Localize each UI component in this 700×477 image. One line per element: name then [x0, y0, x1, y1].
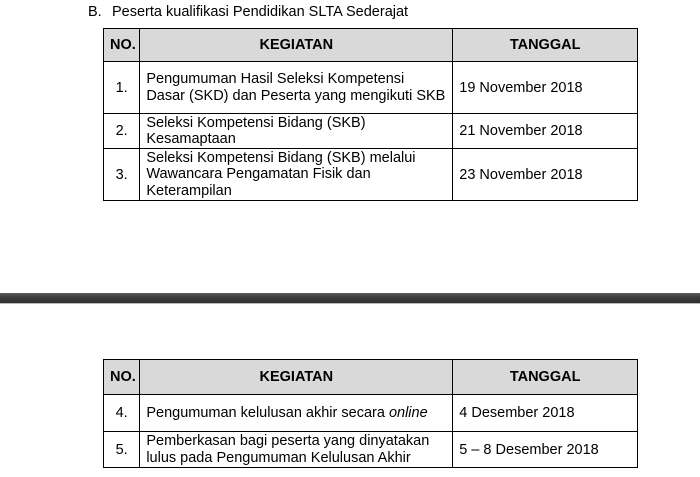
table-row [104, 62, 638, 114]
row-number: 1. [104, 62, 140, 114]
schedule-table-1 [103, 28, 638, 201]
row-tanggal: 23 November 2018 [453, 149, 638, 201]
row-tanggal: 21 November 2018 [453, 114, 638, 149]
table-row [104, 114, 638, 149]
table-row [104, 395, 638, 432]
page-break-band [0, 293, 700, 303]
header-no: NO. [104, 360, 140, 395]
row-kegiatan-italic: online [388, 404, 428, 421]
row-number: 4. [104, 395, 140, 432]
row-kegiatan [140, 395, 453, 432]
row-kegiatan: Pengumuman Hasil Seleksi Kompetensi Dasar (SKD) dan Peserta yang mengikuti SKB [140, 62, 453, 114]
page-break-line [0, 303, 700, 304]
header-kegiatan: KEGIATAN [140, 360, 453, 395]
row-number: 2. [104, 114, 140, 149]
row-kegiatan: Pemberkasan bagi peserta yang dinyatakan lulus pada Pengumuman Kelulusan Akhir [140, 432, 453, 468]
schedule-table-2 [103, 359, 638, 468]
table-row [104, 432, 638, 468]
row-tanggal: 19 November 2018 [453, 62, 638, 114]
row-kegiatan: Seleksi Kompetensi Bidang (SKB) melalui Wawancara Pengamatan Fisik dan Keterampilan [140, 149, 453, 201]
row-tanggal: 4 Desember 2018 [453, 395, 638, 432]
row-kegiatan-text: Pengumuman kelulusan akhir secara [146, 404, 389, 421]
row-kegiatan: Seleksi Kompetensi Bidang (SKB) Kesamaptaan [140, 114, 453, 149]
section-title: Peserta kualifikasi Pendidikan SLTA Sederajat [112, 4, 409, 20]
header-tanggal: TANGGAL [453, 360, 638, 395]
table-header-row [104, 29, 638, 62]
table-header-row [104, 360, 638, 395]
table-row [104, 149, 638, 201]
row-number: 3. [104, 149, 140, 201]
header-kegiatan: KEGIATAN [140, 29, 453, 62]
section-letter: B. [88, 4, 102, 20]
row-tanggal: 5 – 8 Desember 2018 [453, 432, 638, 468]
row-number: 5. [104, 432, 140, 468]
header-no: NO. [104, 29, 140, 62]
section-heading [88, 2, 408, 22]
header-tanggal: TANGGAL [453, 29, 638, 62]
